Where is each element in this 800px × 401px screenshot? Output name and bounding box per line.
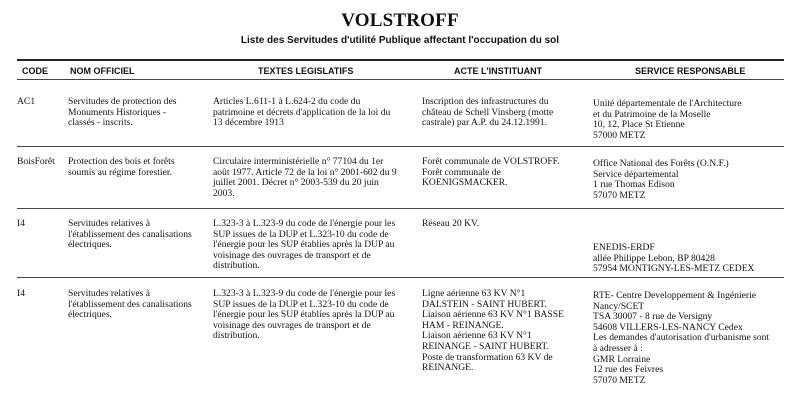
- row3-textes: L.323-3 à L.323-9 du code de l'énergie pour les SUP issues de la DUP et L.323-10 du code de l'énergie pour les SUP établies après la DUP au voisinage des ouvrages de transport et de distribution.: [213, 218, 396, 272]
- row3-service: ENEDIS-ERDF allée Philippe Lebon, BP 80428 57954 MONTIGNY-LES-METZ CEDEX: [593, 242, 755, 275]
- row2-code: BoisForêt: [17, 156, 55, 167]
- row3-acte: Réseau 20 KV.: [422, 218, 480, 229]
- row2-service: Office National des Forêts (O.N.F.) Service départemental 1 rue Thomas Edison 57070 METZ: [593, 158, 729, 201]
- table-top-rule: [17, 59, 784, 61]
- row1-textes: Articles L.611-1 à L.624-2 du code du patrimoine et décrets d'application de la loi du 13 décembre 1913: [213, 96, 391, 129]
- row-divider: [17, 146, 784, 147]
- header-nom-officiel: NOM OFFICIEL: [70, 66, 135, 76]
- row4-acte: Ligne aérienne 63 KV N°1 DALSTEIN - SAINT HUBERT. Liaison aérienne 63 KV N°1 BASSE HAM - REINANGE. Liaison aérienne 63 KV N°1 REINANGE - SAINT HUBERT. Poste de transformation 63 KV de REINANGE.: [422, 288, 564, 374]
- row4-textes: L.323-3 à L.323-9 du code de l'énergie pour les SUP issues de la DUP et L.323-10 du code de l'énergie pour les SUP établies après la DUP au voisinage des ouvrages de transport et de distribution.: [213, 288, 396, 342]
- row1-code: AC1: [17, 96, 36, 107]
- table-header-rule: [17, 79, 784, 80]
- row-divider: [17, 208, 784, 209]
- document-title: VOLSTROFF: [341, 10, 459, 31]
- row1-acte: Inscription des infrastructures du château de Schell Vinsberg (motte castrale) par A.P. du 24.12.1991.: [422, 96, 554, 129]
- header-code: CODE: [22, 66, 49, 76]
- row4-code: I4: [17, 288, 25, 299]
- header-service-responsable: SERVICE RESPONSABLE: [635, 66, 746, 76]
- header-textes-legislatifs: TEXTES LEGISLATIFS: [258, 66, 354, 76]
- row3-nom: Servitudes relatives à l'établissement des canalisations électriques.: [68, 218, 192, 251]
- row2-textes: Circulaire interministérielle n° 77104 du 1er août 1977. Article 72 de la loi n° 2001-602 du 9 juillet 2001. Décret n° 2003-539 du 20 juin 2003.: [213, 156, 397, 199]
- row1-service: Unité départementale de l'Architecture et du Patrimoine de la Moselle 10, 12, Place St Etienne 57000 METZ: [593, 98, 742, 141]
- row-divider: [17, 277, 784, 278]
- row2-acte: Forêt communale de VOLSTROFF. Forêt communale de KOENIGSMACKER.: [422, 156, 560, 189]
- document-subtitle: Liste des Servitudes d'utilité Publique affectant l'occupation du sol: [240, 35, 560, 46]
- row1-nom: Servitudes de protection des Monuments Historiques - classés - inscrits.: [68, 96, 177, 129]
- row4-service: RTE- Centre Developpement & Ingénierie Nancy/SCET TSA 30007 - 8 rue de Versigny 54608 VILLERS-LES-NANCY Cedex Les demandes d'autorisation d'urbanisme sont à adresser à : GMR Lorraine 12 rue des Feivres 57070 METZ: [593, 290, 770, 386]
- row2-nom: Protection des bois et forêts soumis au régime forestier.: [68, 156, 175, 178]
- header-acte-instituant: ACTE L'INSTITUANT: [454, 66, 543, 76]
- row3-code: I4: [17, 218, 25, 229]
- row4-nom: Servitudes relatives à l'établissement des canalisations électriques.: [68, 288, 192, 321]
